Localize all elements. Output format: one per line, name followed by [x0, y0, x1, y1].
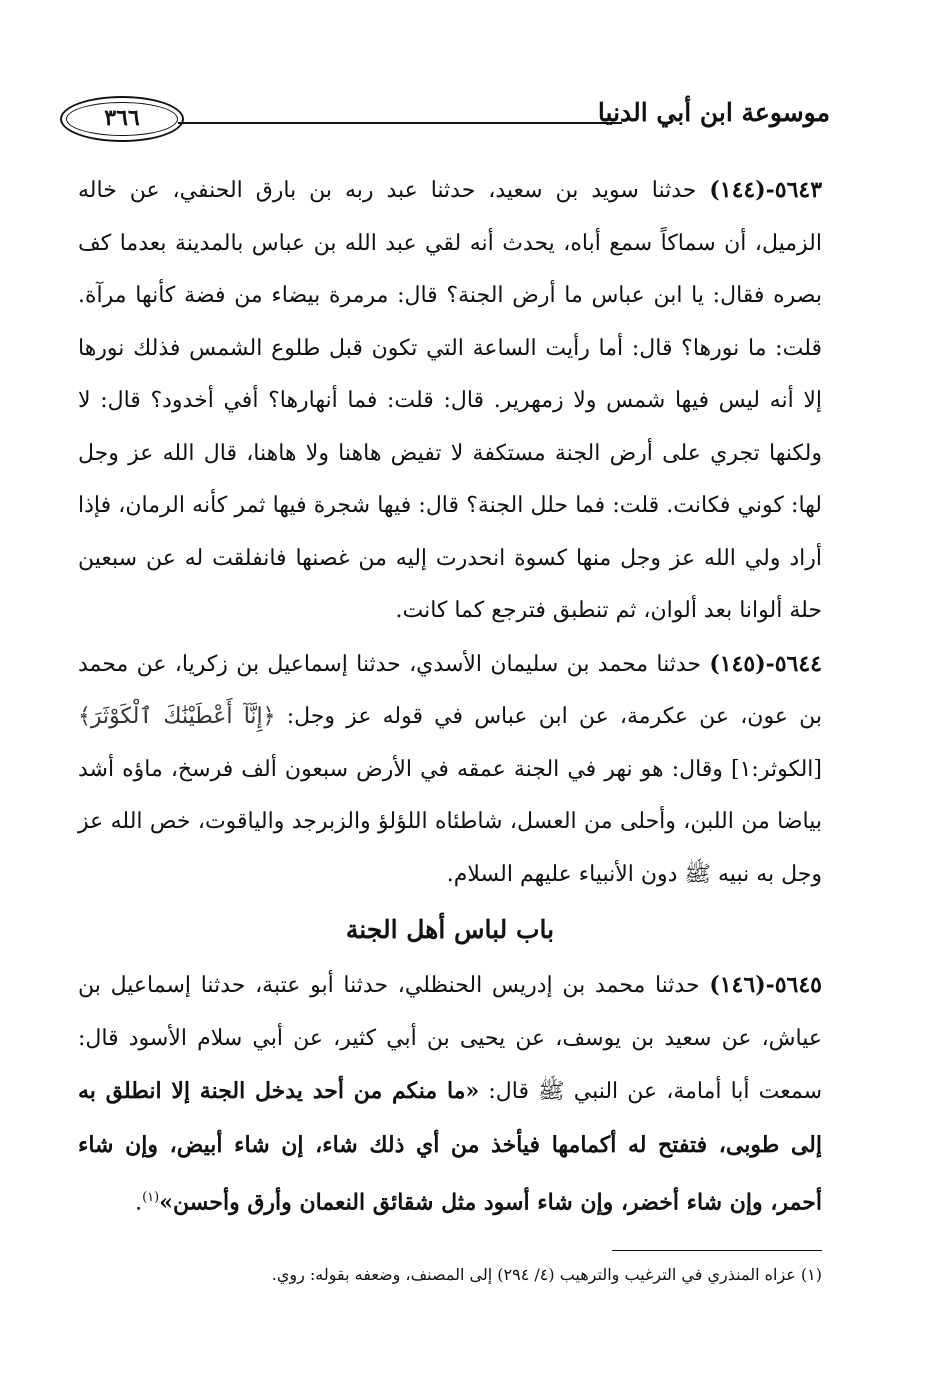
header-rule [178, 122, 622, 124]
quran-verse: ﴿إِنَّآ أَعْطَيْنَٰكَ ٱلْكَوْثَرَ﴾ [78, 704, 276, 729]
chapter-heading: باب لباس أهل الجنة [345, 915, 555, 944]
prophetic-quote: «ما منكم من أحد يدخل الجنة إلا انطلق به إلى طوبى، فتفتح له أكمامها فيأخذ من أي ذلك شاء، إن شاء أبيض، وإن شاء أحمر، وإن شاء أخضر، وإن شاء أسود مثل شقائق النعمان وأرق وأحسن» [78, 1078, 822, 1216]
hadith-text: [الكوثر:١] وقال: هو نهر في الجنة عمقه في الأرض سبعون ألف فرسخ، ماؤه أشد بياضا من اللبن، وأحلى من العسل، شاطئاه اللؤلؤ والزبرجد والياقوت، خص الله عز وجل به نبيه ﷺ دون الأنبياء عليهم السلام. [78, 756, 822, 887]
hadith-number: ٥٦٤٥-(١٤٦) [709, 972, 822, 998]
hadith-paragraph [78, 959, 822, 1230]
hadith-paragraph [78, 638, 822, 902]
footnote-separator [612, 1250, 822, 1251]
hadith-text: حدثنا سويد بن سعيد، حدثنا عبد ربه بن بارق الحنفي، عن خاله الزميل، أن سماكاً سمع أباه، يحدث أنه لقي عبد الله بن عباس بالمدينة بعدما كف بصره فقال: يا ابن عباس ما أرض الجنة؟ قال: مرمرة بيضاء من فضة كأنها مرآة. قلت: ما نورها؟ قال: أما رأيت الساعة التي تكون قبل طلوع الشمس فذلك نورها إلا أنه ليس فيها شمس ولا زمهرير. قال: قلت: فما أنهارها؟ أفي أخدود؟ قال: لا ولكنها تجري على أرض الجنة مستكفة لا تفيض هاهنا ولا هاهنا، قال الله عز وجل لها: كوني فكانت. قلت: فما حلل الجنة؟ قال: فيها شجرة فيها ثمر كأنه الرمان، فإذا أراد ولي الله عز وجل منها كسوة انحدرت إليه من غصنها فانفلقت له عن سبعين حلة ألوانا بعد ألوان، ثم تنطبق فترجع كما كانت. [78, 178, 822, 623]
book-title: موسوعة ابن أبي الدنيا [597, 98, 830, 127]
hadith-text: حدثنا محمد بن إدريس الحنظلي، حدثنا أبو عتبة، حدثنا إسماعيل بن عياش، عن سعيد بن يوسف، عن يحيى بن أبي كثير، عن أبي سلام الأسود قال: سمعت أبا أمامة، عن النبي ﷺ قال: [78, 973, 823, 1104]
footnote-reference: (١) [142, 1190, 160, 1205]
sentence-end: . [135, 1190, 143, 1216]
hadith-number: ٥٦٤٣-(١٤٤) [709, 177, 823, 203]
page-header [60, 92, 830, 152]
hadith-text: حدثنا محمد بن سليمان الأسدي، حدثنا إسماعيل بن زكريا، عن محمد بن عون، عن عكرمة، عن ابن عباس في قوله عز وجل: [78, 651, 822, 729]
hadith-number: ٥٦٤٤-(١٤٥) [709, 650, 822, 677]
page-number: ٣٦٦ [104, 105, 140, 131]
hadith-paragraph [78, 164, 822, 638]
footnote: (١) عزاه المنذري في الترغيب والترهيب (٤/ ٢٩٤) إلى المصنف، وضعفه بقوله: روي. [271, 1265, 822, 1284]
body-text [78, 164, 822, 1230]
